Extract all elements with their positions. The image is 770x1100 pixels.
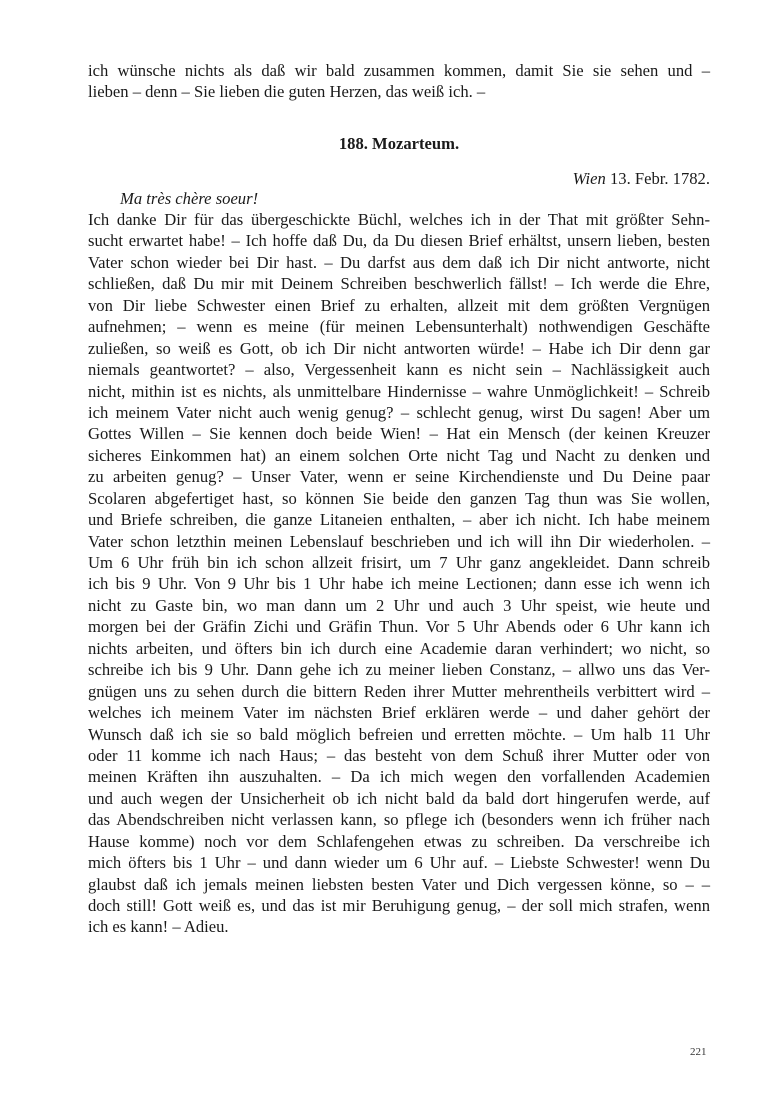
- letter-salutation: Ma très chère soeur!: [120, 189, 259, 208]
- body-line: morgen bei der Gräfin Zichi und Gräfin Thun. Vor 5 Uhr Abends oder 6 Uhr kann ich: [88, 617, 710, 637]
- body-line: welches ich meinem Vater im nächsten Brief erklären werde – und daher gehört der: [88, 703, 710, 723]
- page-number: 221: [690, 1046, 707, 1058]
- body-line: Hause komme) noch vor dem Schlafengehen etwas zu schreiben. Da verschreibe ich: [88, 831, 710, 851]
- body-line: meinen Kräften ihn auszuhalten. – Da ich mich wegen den vorfallenden Academien: [88, 767, 710, 787]
- letter-body: [88, 209, 710, 938]
- body-line: sicheres Einkommen hat) an einem solchen Orte nicht Tag und Nacht zu denken und: [88, 445, 710, 465]
- body-line: ich bis 9 Uhr. Von 9 Uhr bis 1 Uhr habe ich meine Lectionen; dann esse ich wenn ich: [88, 574, 710, 594]
- body-line: nicht zu Gaste bin, wo man dann um 2 Uhr und auch 3 Uhr speist, wie heute und: [88, 595, 710, 615]
- body-line: sucht erwartet habe! – Ich hoffe daß Du, da Du diesen Brief erhältst, unsern lieben, besten: [88, 231, 710, 251]
- intro-paragraph: [88, 60, 710, 103]
- body-line: aufnehmen; – wenn es meine (für meinen Lebensunterhalt) nothwendigen Geschäfte: [88, 317, 710, 337]
- body-line: niemals geantwortet? – also, Vergessenheit kann es nicht sein – Nachlässigkeit auch: [88, 360, 710, 380]
- body-line: oder 11 komme ich nach Haus; – das besteht von dem Schuß ihrer Mutter oder von: [88, 745, 710, 765]
- body-line: Ich danke Dir für das übergeschickte Büchl, welches ich in der That mit größter Sehn-: [88, 210, 710, 229]
- letter-date: 13. Febr. 1782.: [609, 169, 710, 188]
- body-line: und auch wegen der Unsicherheit ob ich nicht bald da bald dort hingerufen werde, auf: [88, 788, 710, 808]
- body-line: Um 6 Uhr früh bin ich schon allzeit frisirt, um 7 Uhr ganz angekleidet. Dann schreib: [88, 553, 710, 572]
- letter-place: Wien: [572, 169, 606, 188]
- body-line: ich es kann! – Adieu.: [88, 917, 229, 937]
- body-line: das Abendschreiben nicht verlassen kann, so pflege ich (besonders wenn ich früher nach: [88, 810, 710, 830]
- body-line: zuließen, so weiß es Gott, ob ich Dir nicht antworten würde! – Habe ich Dir denn gar: [88, 338, 710, 358]
- body-line: und Briefe schreiben, die ganze Litaneien enthalten, – aber ich nicht. Ich habe meinem: [88, 510, 710, 530]
- body-line: nicht, mithin ist es nichts, als unmittelbare Hindernisse – wahre Unmöglichkeit! – Schreib: [88, 381, 710, 401]
- body-line: von Dir liebe Schwester einen Brief zu erhalten, allzeit mit dem größten Vergnügen: [88, 295, 710, 315]
- body-line: zu arbeiten genug? – Unser Vater, wenn er seine Kirchendienste und Du Deine paar: [88, 467, 710, 487]
- body-line: ich meinem Vater nicht auch wenig genug? – schlecht genug, wirst Du sagen! Aber um: [88, 402, 710, 422]
- body-line: Wunsch daß ich sie so bald möglich befreien und erretten möchte. – Um halb 11 Uhr: [88, 724, 710, 744]
- letter-heading: 188. Mozarteum.: [338, 134, 460, 153]
- intro-line: lieben – denn – Sie lieben die guten Herzen, das weiß ich. –: [88, 82, 486, 102]
- page-content: [88, 60, 710, 937]
- body-line: gnügen uns zu sehen durch die bittern Reden ihrer Mutter mehrentheils verbittert wird –: [88, 681, 710, 701]
- body-line: Gottes Willen – Sie kennen doch beide Wien! – Hat ein Mensch (der keinen Kreuzer: [88, 424, 710, 444]
- body-line: glaubst daß ich jemals meinen liebsten besten Vater und Dich vergessen könne, so – –: [88, 874, 710, 894]
- body-line: schreibe ich bis 9 Uhr. Dann gehe ich zu meiner lieben Constanz, – allwo uns das Ver-: [88, 660, 710, 680]
- body-line: nichts arbeiten, und öfters bin ich durch eine Academie daran verhindert; wo nicht, so: [88, 638, 710, 658]
- body-line: Vater schon wieder bei Dir hast. – Du darfst aus dem daß ich Dir nicht antworte, nicht: [88, 252, 710, 272]
- body-line: doch still! Gott weiß es, und das ist mir Beruhigung genug, – der soll mich strafen, wenn: [88, 896, 710, 915]
- body-line: schließen, daß Du mir mit Deinem Schreiben beschwerlich fällst! – Ich werde die Ehre,: [88, 274, 710, 294]
- body-line: Scolaren abgefertiget hast, so können Sie beide den ganzen Tag thun was Sie wollen,: [88, 488, 710, 508]
- letter-dateline: [573, 168, 710, 189]
- body-line: mich öfters bis 1 Uhr – und dann wieder um 6 Uhr auf. – Liebste Schwester! wenn Du: [88, 853, 710, 873]
- intro-line: ich wünsche nichts als daß wir bald zusammen kommen, damit Sie sie sehen und –: [88, 61, 710, 80]
- body-line: Vater schon letzthin meinen Lebenslauf beschrieben und ich will ihn Dir wiederholen. –: [88, 531, 710, 551]
